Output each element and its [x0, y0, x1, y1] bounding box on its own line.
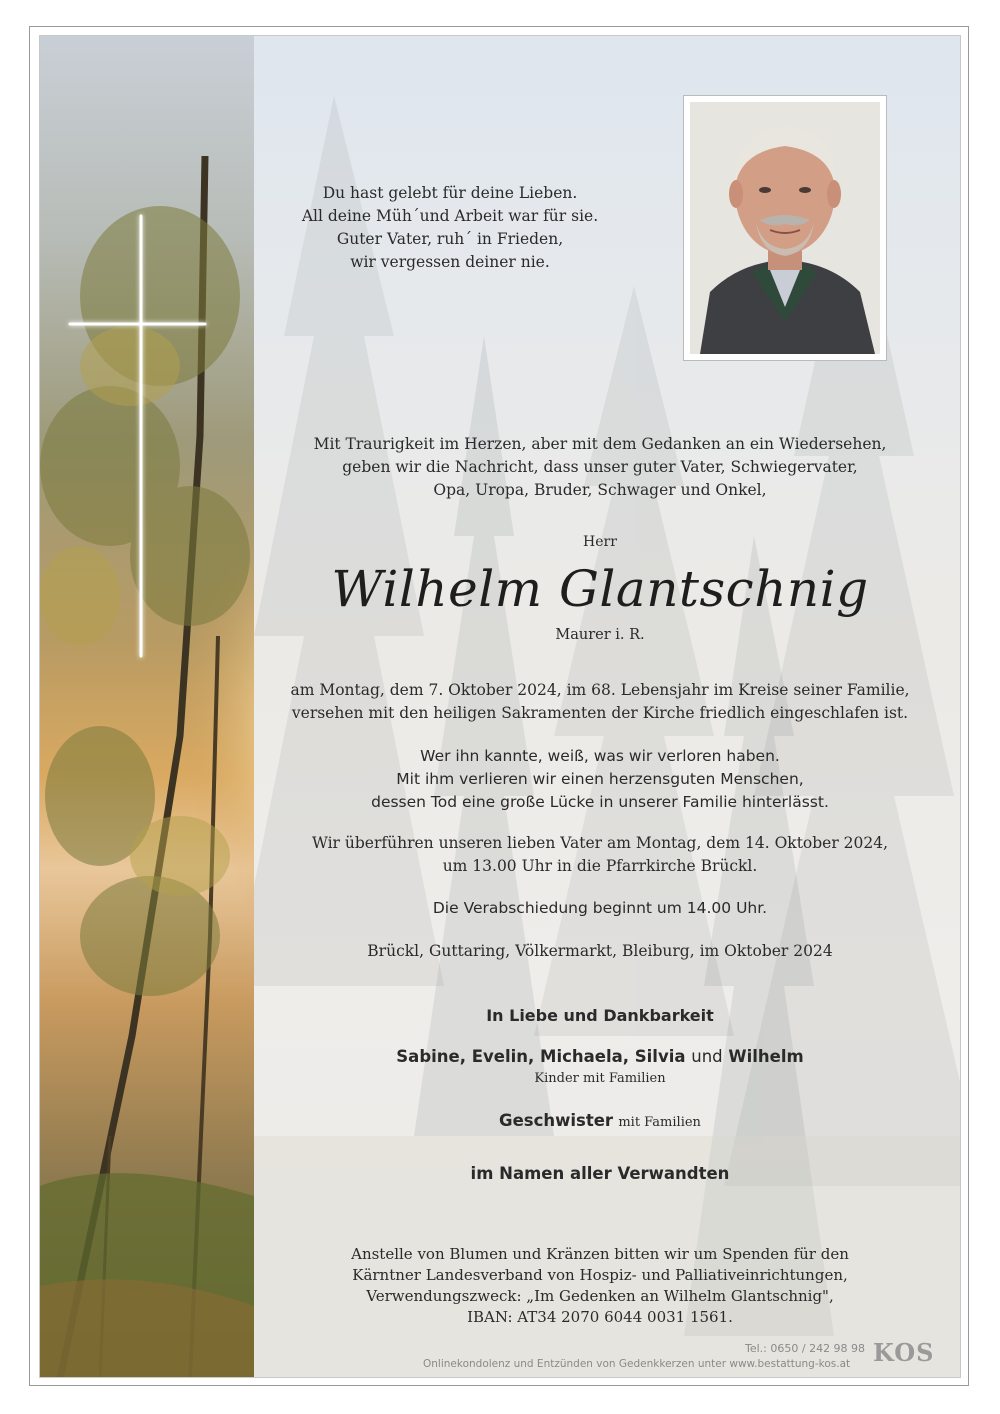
phone-number: Tel.: 0650 / 242 98 98 [745, 1342, 866, 1355]
relatives: im Namen aller Verwandten [470, 1164, 730, 1183]
kos-logo: KOS [873, 1338, 935, 1367]
quote-line: Wer ihn kannte, weiß, was wir verloren haben. [420, 747, 780, 765]
quote-line: Mit ihm verlieren wir einen herzensguten Menschen, [396, 770, 804, 788]
children-last: Wilhelm [728, 1047, 804, 1066]
intro-line: Opa, Uropa, Bruder, Schwager und Onkel, [433, 481, 767, 499]
death-notice-line: am Montag, dem 7. Oktober 2024, im 68. Lebensjahr im Kreise seiner Familie, [290, 681, 910, 699]
poem-line: wir vergessen deiner nie. [350, 253, 550, 271]
donation-line: Kärntner Landesverband von Hospiz- und Palliativeinrichtungen, [352, 1266, 848, 1284]
donation-line: Verwendungszweck: „Im Gedenken an Wilhelm Glantschnig", [366, 1287, 834, 1305]
place-date: Brückl, Guttaring, Völkermarkt, Bleiburg, im Oktober 2024 [367, 942, 833, 960]
poem-line: Du hast gelebt für deine Lieben. [322, 184, 578, 202]
siblings-subtitle: mit Familien [618, 1115, 701, 1130]
death-notice-line: versehen mit den heiligen Sakramenten der Kirche friedlich eingeschlafen ist. [291, 704, 909, 722]
death-notice [290, 679, 910, 725]
farewell-time: Die Verabschiedung beginnt um 14.00 Uhr. [432, 899, 768, 917]
memorial-quote [300, 745, 900, 814]
portrait-frame [683, 95, 887, 361]
online-condolence-link[interactable]: Onlinekondolenz und Entzünden von Gedenkkerzen unter www.bestattung-kos.at [423, 1358, 851, 1370]
quote-line: dessen Tod eine große Lücke in unserer Familie hinterlässt. [371, 793, 829, 811]
forest-photo-strip [40, 36, 254, 1378]
donation-line: IBAN: AT34 2070 6044 0031 1561. [467, 1308, 733, 1326]
love-gratitude: In Liebe und Dankbarkeit [486, 1006, 714, 1025]
poem-line: All deine Müh´und Arbeit war für sie. [301, 207, 599, 225]
cross-icon [40, 36, 254, 1378]
intro-line: geben wir die Nachricht, dass unser guter Vater, Schwiegervater, [342, 458, 858, 476]
transfer-line: Wir überführen unseren lieben Vater am Montag, dem 14. Oktober 2024, [311, 834, 889, 852]
donation-request [300, 1244, 900, 1328]
poem-line: Guter Vater, ruh´ in Frieden, [336, 230, 564, 248]
portrait-photo [690, 102, 880, 354]
deceased-name: Wilhelm Glantschnig [331, 560, 869, 618]
transfer-line: um 13.00 Uhr in die Pfarrkirche Brückl. [442, 857, 758, 875]
children-list: Sabine, Evelin, Michaela, Silvia [396, 1047, 686, 1066]
poem [300, 182, 600, 274]
occupation: Maurer i. R. [555, 627, 645, 643]
salutation: Herr [583, 534, 617, 550]
transfer-notice [290, 832, 910, 878]
donation-line: Anstelle von Blumen und Kränzen bitten wir um Spenden für den [351, 1245, 849, 1263]
siblings [300, 1111, 900, 1130]
children-names [300, 1047, 900, 1066]
children-and: und [691, 1047, 723, 1066]
children-subtitle: Kinder mit Familien [534, 1071, 666, 1086]
intro-text [300, 433, 900, 502]
intro-line: Mit Traurigkeit im Herzen, aber mit dem Gedanken an ein Wiedersehen, [313, 435, 887, 453]
siblings-label: Geschwister [499, 1111, 614, 1130]
